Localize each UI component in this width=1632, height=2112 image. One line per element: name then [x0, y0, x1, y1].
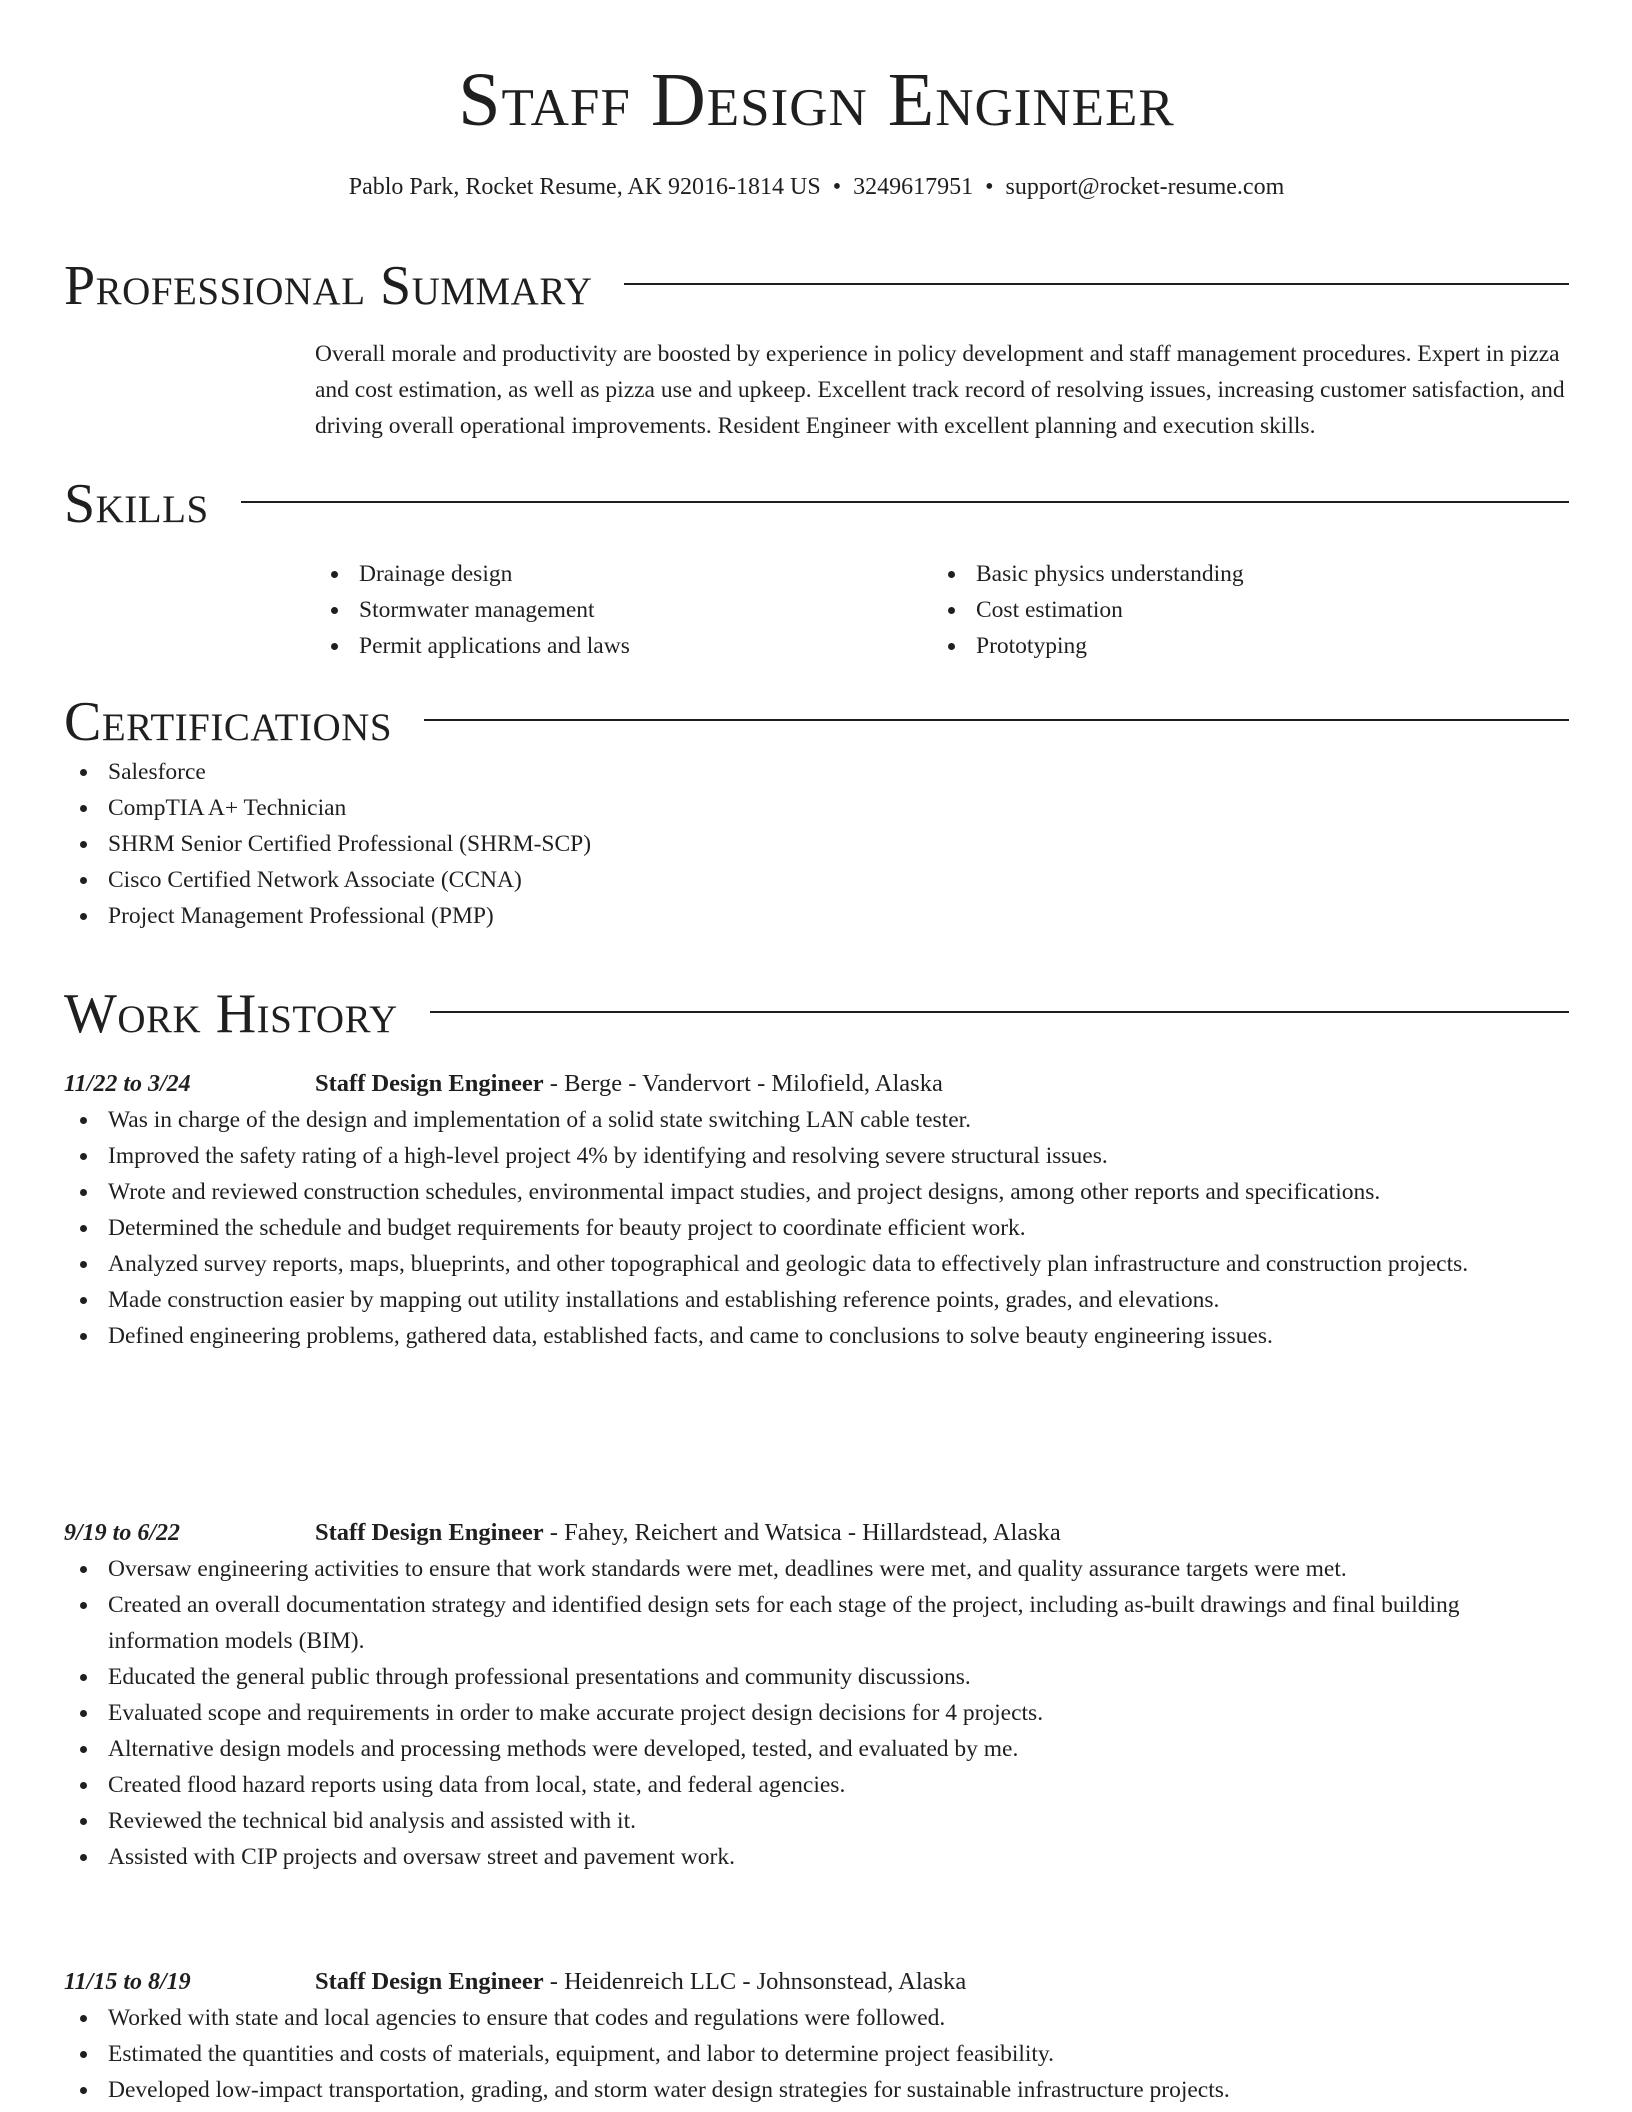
contact-separator: • [832, 174, 842, 200]
skills-list [315, 556, 1569, 664]
job-bullet: Oversaw engineering activities to ensure that work standards were met, deadlines were met, and quality assurance targets were met. [64, 1551, 1569, 1587]
skill-item: Stormwater management [315, 592, 932, 628]
certifications-list [64, 754, 1569, 934]
section-divider [241, 501, 1569, 503]
skill-item: Basic physics understanding [932, 556, 1549, 592]
job-company: - Heidenreich LLC - Johnsonstead, Alaska [543, 1968, 967, 1995]
job-company: - Fahey, Reichert and Watsica - Hillardstead, Alaska [543, 1519, 1061, 1546]
job-role: Staff Design Engineer [315, 1070, 544, 1097]
certifications-heading: Certifications [64, 691, 393, 753]
job-role: Staff Design Engineer [315, 1519, 544, 1546]
job-bullet: Wrote and reviewed construction schedules, environmental impact studies, and project designs, among other reports and specifications. [64, 1174, 1569, 1210]
section-header [64, 982, 1569, 1046]
job-bullet: Educated the general public through professional presentations and community discussions. [64, 1659, 1569, 1695]
job-bullet: Determined the schedule and budget requirements for beauty project to coordinate efficient work. [64, 1210, 1569, 1246]
job-entry [64, 1066, 1569, 1354]
certifications-section [64, 690, 1569, 934]
work-history-heading: Work History [64, 983, 398, 1045]
job-bullet: Alternative design models and processing methods were developed, tested, and evaluated by me. [64, 1731, 1569, 1767]
job-bullet: Created an overall documentation strategy and identified design sets for each stage of the project, including as-built drawings and final building information models (BIM). [64, 1587, 1569, 1659]
skills-section [64, 472, 1569, 664]
contact-line [64, 172, 1569, 202]
resume-title: Staff Design Engineer [458, 58, 1175, 142]
certification-item: Project Management Professional (PMP) [64, 898, 1569, 934]
resume-page [64, 0, 1569, 2103]
job-bullet: Estimated the quantities and costs of materials, equipment, and labor to determine project feasibility. [64, 2036, 1569, 2072]
section-divider [624, 283, 1569, 285]
section-header [64, 690, 1569, 754]
job-role: Staff Design Engineer [315, 1968, 544, 1995]
job-bullet: Developed low-impact transportation, grading, and storm water design strategies for sustainable infrastructure projects. [64, 2072, 1569, 2108]
summary-section [64, 254, 1569, 444]
skills-column-right [932, 556, 1549, 664]
summary-heading: Professional Summary [64, 255, 593, 317]
skill-item: Prototyping [932, 628, 1549, 664]
job-dates: 11/15 to 8/19 [64, 1969, 191, 1995]
job-bullets [64, 1551, 1569, 1875]
work-history-section [64, 982, 1569, 1046]
job-bullet: Defined engineering problems, gathered data, established facts, and came to conclusions to solve beauty engineering issues. [64, 1318, 1569, 1354]
section-header [64, 254, 1569, 318]
job-bullet: Was in charge of the design and implementation of a solid state switching LAN cable tester. [64, 1102, 1569, 1138]
job-bullet: Created flood hazard reports using data from local, state, and federal agencies. [64, 1767, 1569, 1803]
job-company: - Berge - Vandervort - Milofield, Alaska [543, 1070, 943, 1097]
job-header [315, 1964, 1569, 2000]
job-dates: 11/22 to 3/24 [64, 1071, 191, 1097]
job-entry [64, 1964, 1569, 2108]
skill-item: Cost estimation [932, 592, 1549, 628]
job-bullets [64, 1102, 1569, 1354]
job-bullet: Improved the safety rating of a high-level project 4% by identifying and resolving severe structural issues. [64, 1138, 1569, 1174]
certification-item: SHRM Senior Certified Professional (SHRM-SCP) [64, 826, 1569, 862]
job-bullet: Evaluated scope and requirements in order to make accurate project design decisions for 4 projects. [64, 1695, 1569, 1731]
job-bullet: Assisted with CIP projects and oversaw street and pavement work. [64, 1839, 1569, 1875]
job-bullet: Analyzed survey reports, maps, blueprints, and other topographical and geologic data to effectively plan infrastructure and construction projects. [64, 1246, 1569, 1282]
job-header [315, 1515, 1569, 1551]
contact-email: support@rocket-resume.com [1005, 174, 1285, 200]
certification-item: Cisco Certified Network Associate (CCNA) [64, 862, 1569, 898]
skills-heading: Skills [64, 473, 209, 535]
skills-column-left [315, 556, 932, 664]
job-header [315, 1066, 1569, 1102]
section-header [64, 472, 1569, 536]
job-bullets [64, 2000, 1569, 2108]
skill-item: Permit applications and laws [315, 628, 932, 664]
contact-phone: 3249617951 [853, 174, 974, 200]
certification-item: Salesforce [64, 754, 1569, 790]
job-bullet: Worked with state and local agencies to ensure that codes and regulations were followed. [64, 2000, 1569, 2036]
job-dates: 9/19 to 6/22 [64, 1520, 181, 1546]
job-bullet: Reviewed the technical bid analysis and assisted with it. [64, 1803, 1569, 1839]
section-divider [430, 1011, 1569, 1013]
contact-separator: • [985, 174, 994, 200]
job-entry [64, 1515, 1569, 1875]
certification-item: CompTIA A+ Technician [64, 790, 1569, 826]
summary-text: Overall morale and productivity are boosted by experience in policy development and staff management procedures. Expert in pizza and cost estimation, as well as pizza use and upkeep. Excellent track record of resolving issues, increasing customer satisfaction, and driving overall operational improvements. Resident Engineer with excellent planning and execution skills. [315, 341, 1565, 439]
section-divider [424, 719, 1569, 721]
job-bullet: Made construction easier by mapping out utility installations and establishing reference points, grades, and elevations. [64, 1282, 1569, 1318]
skill-item: Drainage design [315, 556, 932, 592]
contact-address: Pablo Park, Rocket Resume, AK 92016-1814 US [348, 174, 821, 200]
